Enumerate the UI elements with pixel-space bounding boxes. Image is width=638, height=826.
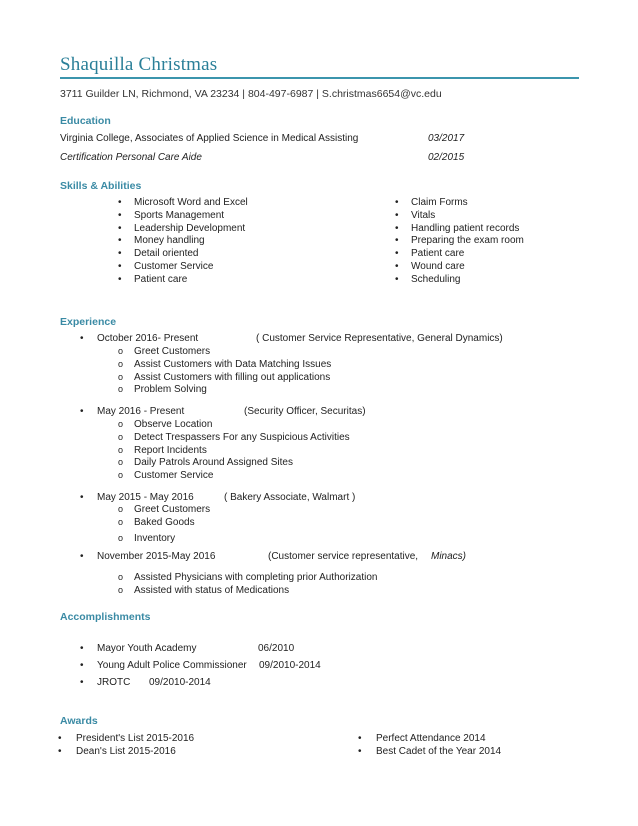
job-task-list bbox=[118, 346, 331, 397]
job-task: o Greet Customers bbox=[118, 346, 331, 359]
skills-right-list bbox=[395, 197, 524, 287]
awards-left-list bbox=[58, 733, 194, 759]
bullet-icon: • bbox=[80, 643, 84, 654]
skill-item: • Scheduling bbox=[395, 274, 524, 287]
bullet-icon: • bbox=[80, 333, 84, 344]
job-dates: May 2015 - May 2016 bbox=[97, 492, 194, 503]
job-dates: May 2016 - Present bbox=[97, 406, 185, 417]
job-task: o Assisted with status of Medications bbox=[118, 585, 377, 598]
skill-item: • Preparing the exam room bbox=[395, 235, 524, 248]
skill-item: • Vitals bbox=[395, 210, 524, 223]
education-degree: Virginia College, Associates of Applied Science in Medical Assisting bbox=[60, 133, 359, 144]
skill-item: • Detail oriented bbox=[118, 248, 248, 261]
job-task: o Detect Trespassers For any Suspicious Activities bbox=[118, 432, 350, 445]
skill-item: • Patient care bbox=[118, 274, 248, 287]
award-item: • Best Cadet of the Year 2014 bbox=[358, 746, 501, 759]
job-task-list bbox=[118, 419, 350, 483]
job-task: o Observe Location bbox=[118, 419, 350, 432]
education-degree-date: 03/2017 bbox=[428, 133, 465, 144]
education-certification: Certification Personal Care Aide bbox=[60, 152, 202, 163]
bullet-icon: • bbox=[80, 551, 84, 562]
job-dates: October 2016- Present bbox=[97, 333, 199, 344]
skill-item: • Wound care bbox=[395, 261, 524, 274]
job-task: o Assist Customers with filling out applications bbox=[118, 372, 331, 385]
skill-item: • Customer Service bbox=[118, 261, 248, 274]
skill-item: • Patient care bbox=[395, 248, 524, 261]
skills-left-list bbox=[118, 197, 248, 287]
contact-line: 3711 Guilder LN, Richmond, VA 23234 | 804-497-6987 | S.christmas6654@vc.edu bbox=[60, 88, 442, 100]
accomplishment-item: JROTC bbox=[97, 677, 131, 688]
bullet-icon: • bbox=[80, 492, 84, 503]
accomplishment-date: 09/2010-2014 bbox=[149, 677, 211, 688]
job-role: ( Bakery Associate, Walmart ) bbox=[224, 492, 356, 503]
skill-item: • Microsoft Word and Excel bbox=[118, 197, 248, 210]
resume-name: Shaquilla Christmas bbox=[60, 54, 218, 75]
accomplishment-date: 09/2010-2014 bbox=[259, 660, 321, 671]
bullet-icon: • bbox=[80, 406, 84, 417]
award-item: • Perfect Attendance 2014 bbox=[358, 733, 501, 746]
awards-right-list bbox=[358, 733, 501, 759]
skill-item: • Sports Management bbox=[118, 210, 248, 223]
skill-item: • Money handling bbox=[118, 235, 248, 248]
job-task-list bbox=[118, 504, 210, 545]
accomplishments-heading: Accomplishments bbox=[60, 611, 151, 623]
job-company: Minacs) bbox=[431, 551, 467, 562]
job-task: o Report Incidents bbox=[118, 445, 350, 458]
skills-heading: Skills & Abilities bbox=[60, 180, 142, 192]
job-task: o Assist Customers with Data Matching Issues bbox=[118, 359, 331, 372]
job-role: (Customer service representative, bbox=[268, 551, 419, 562]
skill-item: • Handling patient records bbox=[395, 223, 524, 236]
education-heading: Education bbox=[60, 115, 111, 127]
education-certification-date: 02/2015 bbox=[428, 152, 465, 163]
job-task: o Daily Patrols Around Assigned Sites bbox=[118, 457, 350, 470]
bullet-icon: • bbox=[80, 677, 84, 688]
job-task: o Customer Service bbox=[118, 470, 350, 483]
accomplishment-date: 06/2010 bbox=[258, 643, 295, 654]
skill-item: • Claim Forms bbox=[395, 197, 524, 210]
job-task: o Greet Customers bbox=[118, 504, 210, 517]
award-item: • Dean's List 2015-2016 bbox=[58, 746, 194, 759]
job-role: (Security Officer, Securitas) bbox=[244, 406, 366, 417]
job-task: o Problem Solving bbox=[118, 384, 331, 397]
bullet-icon: • bbox=[80, 660, 84, 671]
header-divider bbox=[60, 77, 579, 79]
job-dates: November 2015-May 2016 bbox=[97, 551, 216, 562]
skill-item: • Leadership Development bbox=[118, 223, 248, 236]
job-task: o Baked Goods bbox=[118, 517, 210, 530]
awards-heading: Awards bbox=[60, 715, 98, 727]
accomplishment-item: Mayor Youth Academy bbox=[97, 643, 197, 654]
job-task: o Inventory bbox=[118, 533, 210, 546]
job-task: o Assisted Physicians with completing prior Authorization bbox=[118, 572, 377, 585]
experience-heading: Experience bbox=[60, 316, 117, 328]
job-task-list bbox=[118, 572, 377, 598]
award-item: • President's List 2015-2016 bbox=[58, 733, 194, 746]
accomplishment-item: Young Adult Police Commissioner bbox=[97, 660, 247, 671]
job-role: ( Customer Service Representative, General Dynamics) bbox=[256, 333, 503, 344]
